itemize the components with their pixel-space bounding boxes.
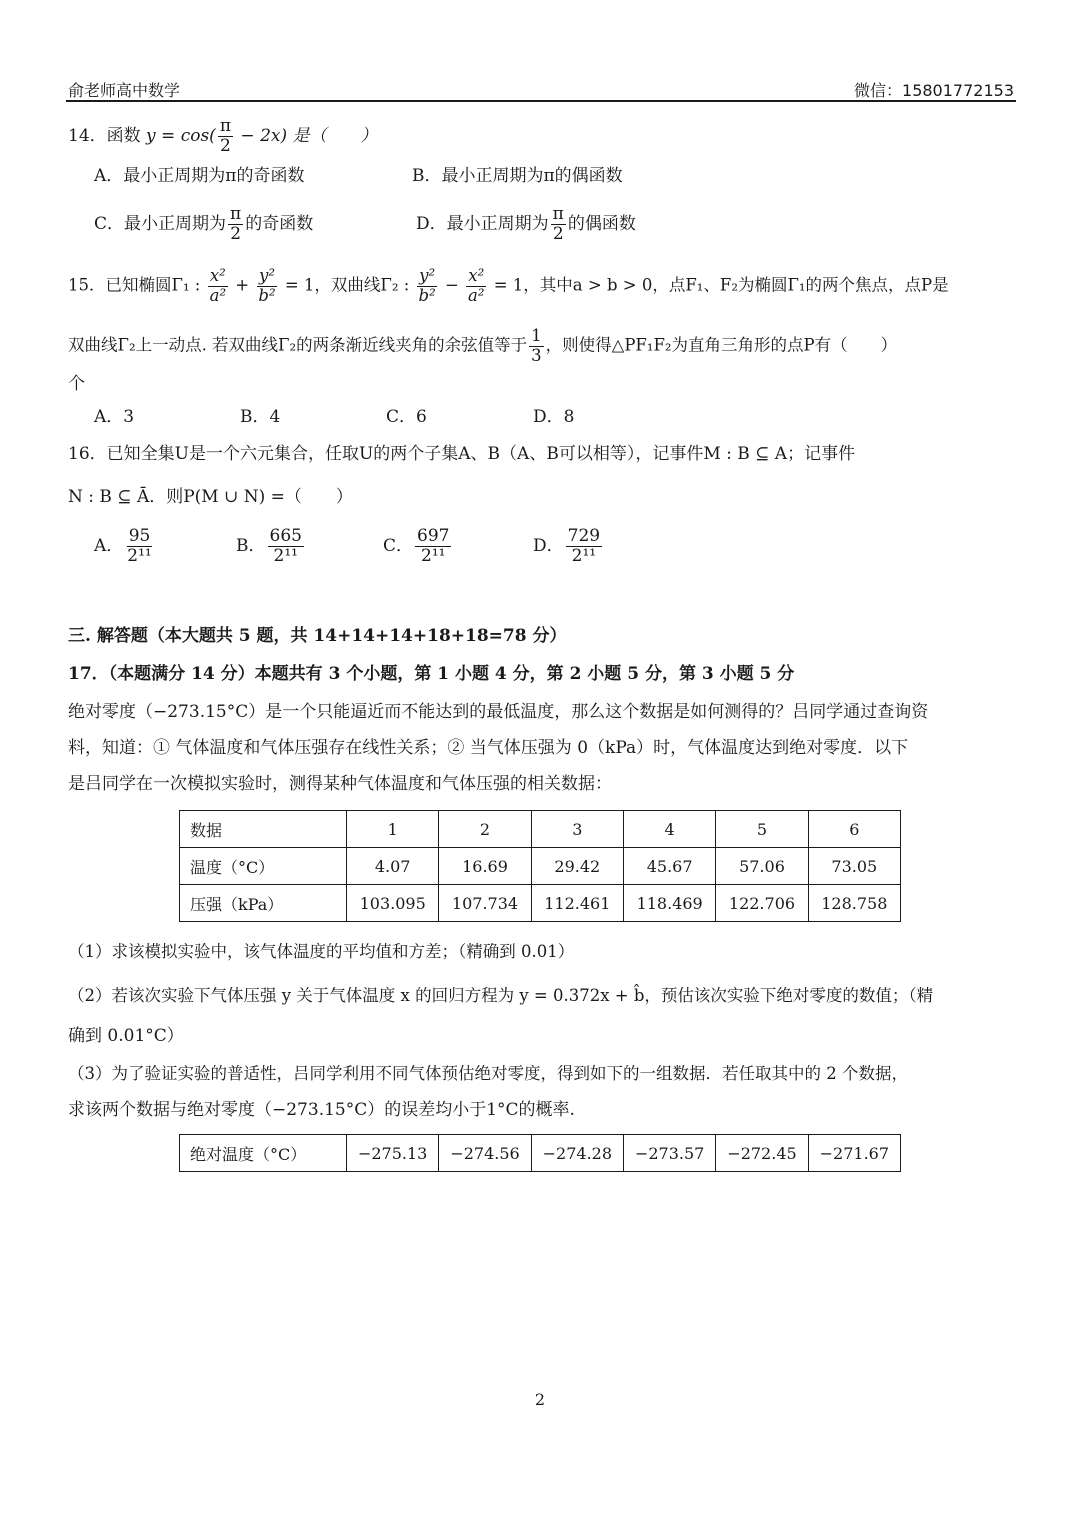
q14-option-d: D．最小正周期为 $\frac{\pi}{2}$ 的偶函数 [416, 204, 636, 244]
data-table [179, 810, 901, 922]
table-cell: 4 [623, 811, 715, 848]
table-row [180, 848, 901, 885]
table-cell: −271.67 [808, 1135, 900, 1172]
q15-option-d: D．8 [533, 407, 575, 427]
q16-option-c: C． $\frac{697}{\text{2¹¹}}$ [383, 526, 450, 566]
q17-paragraph-1: 绝对零度（−273.15°C）是一个只能逼近而不能达到的最低温度，那么这个数据是如何测得的？吕同学通过查询资 [68, 702, 929, 722]
q17-paragraph-3: 是吕同学在一次模拟实验时，测得某种气体温度和气体压强的相关数据： [68, 774, 612, 794]
q17-subquestion-3b: 求该两个数据与绝对零度（−273.15°C）的误差均小于1°C的概率. [68, 1100, 575, 1120]
table-cell: 2 [439, 811, 531, 848]
q14-option-b: B．最小正周期为π的偶函数 [412, 166, 623, 186]
table-cell: −274.28 [531, 1135, 623, 1172]
table-cell: 数据 [180, 811, 347, 848]
q17-subquestion-2a: （2）若该次实验下气体压强 y 关于气体温度 x 的回归方程为 y = 0.372x + b̂，预估该次实验下绝对零度的数值；（精 [68, 986, 934, 1005]
q14-option-c: C．最小正周期为 $\frac{\pi}{2}$ 的奇函数 [94, 204, 314, 244]
table-cell: −272.45 [716, 1135, 808, 1172]
q15-line3: 个 [68, 374, 85, 394]
q16-option-a: A． $\frac{95}{\text{2¹¹}}$ [94, 526, 152, 566]
q17-subquestion-1: （1）求该模拟实验中，该气体温度的平均值和方差；（精确到 0.01） [68, 942, 575, 961]
table-cell: 122.706 [716, 885, 808, 922]
q15-option-c: C．6 [386, 407, 427, 427]
table-cell: 57.06 [716, 848, 808, 885]
header-rule [66, 100, 1016, 102]
absolute-zero-table [179, 1134, 901, 1172]
table-cell: 6 [808, 811, 900, 848]
q17-subquestion-2b: 确到 0.01°C） [68, 1026, 184, 1046]
q17-paragraph-2: 料，知道：① 气体温度和气体压强存在线性关系；② 当气体压强为 0（kPa）时，气体温度达到绝对零度．以下 [68, 738, 909, 758]
q16-line1: 16．已知全集U是一个六元集合，任取U的两个子集A、B（A、B可以相等），记事件M : B ⊆ A；记事件 [68, 444, 856, 464]
table-cell: 温度（°C） [180, 848, 347, 885]
table-cell: 73.05 [808, 848, 900, 885]
table-cell: 16.69 [439, 848, 531, 885]
table-cell: 5 [716, 811, 808, 848]
page-number: 2 [534, 1390, 546, 1409]
table-cell: 1 [347, 811, 439, 848]
q17-title: 17．（本题满分 14 分）本题共有 3 个小题，第 1 小题 4 分，第 2 小题 5 分，第 3 小题 5 分 [68, 664, 795, 684]
table-cell: 压强（kPa） [180, 885, 347, 922]
q16-option-d: D． $\frac{729}{\text{2¹¹}}$ [533, 526, 601, 566]
table-cell: 29.42 [531, 848, 623, 885]
table-cell: 45.67 [623, 848, 715, 885]
table-cell: 118.469 [623, 885, 715, 922]
table-cell: −273.57 [623, 1135, 715, 1172]
q14-stem: 14．函数 y = cos( $\frac{\pi}{2}$ − 2x) 是（ ） [68, 116, 378, 156]
q15-option-b: B．4 [240, 407, 281, 427]
q15-line2: 双曲线Γ₂上一动点. 若双曲线Γ₂的两条渐近线夹角的余弦值等于 $\frac{1}{3}$ ，则使得△PF₁F₂为直角三角形的点P有（ ） [68, 326, 898, 365]
fraction-pi-over-2: $\frac{\pi}{2}$ [219, 116, 232, 156]
table-cell: 128.758 [808, 885, 900, 922]
header-left: 俞老师高中数学 [68, 81, 181, 100]
q15-line1: 15．已知椭圆Γ₁ : $\frac{\text{x²}}{\text{a²}}$ + $\frac{\text{y²}}{\text{b²}}$ = 1，双曲线Γ₂ : $\frac{\text{y²}}{\text{b²}}$ − $\frac{\text{x²}}{\text{a²}}$ = 1，其中a > b > 0，点F₁、F₂为椭圆Γ₁的两个焦点，点P是 [68, 266, 949, 305]
section-heading: 三. 解答题（本大题共 5 题，共 14+14+14+18+18=78 分） [68, 626, 567, 646]
table-cell: 107.734 [439, 885, 531, 922]
q15-option-a: A．3 [94, 407, 135, 427]
table-cell: 3 [531, 811, 623, 848]
q17-subquestion-3a: （3）为了验证实验的普适性，吕同学利用不同气体预估绝对零度，得到如下的一组数据．若任取其中的 2 个数据， [68, 1064, 908, 1083]
table-row [180, 1135, 901, 1172]
table-row [180, 811, 901, 848]
table-cell: −274.56 [439, 1135, 531, 1172]
table-cell: 4.07 [347, 848, 439, 885]
header-right: 微信：15801772153 [854, 81, 1014, 100]
table-cell: −275.13 [347, 1135, 439, 1172]
q16-option-b: B． $\frac{665}{\text{2¹¹}}$ [236, 526, 302, 566]
q16-line2: N : B ⊆ Ā．则P(M ∪ N) =（ ） [68, 487, 353, 507]
q14-option-a: A．最小正周期为π的奇函数 [94, 166, 305, 186]
table-row [180, 885, 901, 922]
table-cell: 绝对温度（°C） [180, 1135, 347, 1172]
table-cell: 103.095 [347, 885, 439, 922]
table-cell: 112.461 [531, 885, 623, 922]
